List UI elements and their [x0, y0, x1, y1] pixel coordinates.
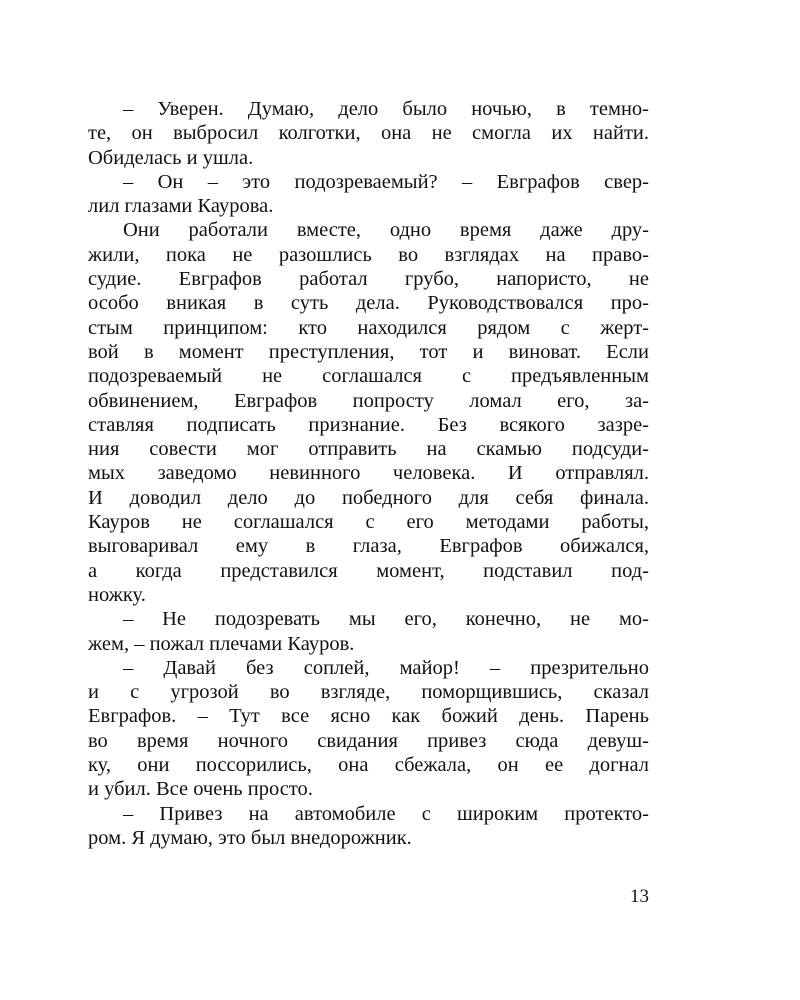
text-line: ножку. [88, 583, 146, 606]
text-line: Евграфов. – Тут все ясно как божий день. Парень [88, 705, 649, 728]
text-line: мых заведомо невинного человека. И отправлял. [88, 462, 649, 485]
page-text [88, 97, 649, 850]
paragraph [88, 218, 649, 607]
text-line: Они работали вместе, одно время даже дру- [123, 219, 649, 242]
text-line: те, он выбросил колготки, она не смогла их найти. [88, 122, 649, 145]
text-line: Обиделась и ушла. [88, 146, 254, 169]
paragraph [88, 656, 649, 802]
text-line: особо вникая в суть дела. Руководствовался про- [88, 292, 649, 315]
text-line: ром. Я думаю, это был внедорожник. [88, 826, 412, 849]
text-line: обвинением, Евграфов попросту ломал его, за- [88, 389, 649, 412]
text-line: – Он – это подозреваемый? – Евграфов свер- [123, 170, 649, 193]
text-line: – Давай без соплей, майор! – презрительно [123, 656, 649, 679]
paragraph [88, 607, 649, 656]
text-line: вой в момент преступления, тот и виноват. Если [88, 340, 649, 363]
text-line: выговаривал ему в глаза, Евграфов обижался, [88, 535, 649, 558]
text-line: И доводил дело до победного для себя финала. [88, 486, 649, 509]
text-line: жили, пока не разошлись во взглядах на право- [88, 243, 649, 266]
text-line: ку, они поссорились, она сбежала, он ее догнал [88, 754, 649, 777]
text-line: Кауров не соглашался с его методами работы, [88, 511, 649, 534]
page-number: 13 [630, 886, 649, 907]
text-line: – Не подозревать мы его, конечно, не мо- [123, 608, 649, 631]
text-line: подозреваемый не соглашался с предъявленным [88, 365, 649, 388]
paragraph [88, 170, 649, 219]
paragraph [88, 802, 649, 851]
paragraph [88, 97, 649, 170]
text-line: ния совести мог отправить на скамью подсуди- [88, 438, 649, 461]
text-line: ставляя подписать признание. Без всякого зазре- [88, 413, 649, 436]
text-line: и с угрозой во взгляде, поморщившись, сказал [88, 681, 649, 704]
text-line: и убил. Все очень просто. [88, 778, 313, 801]
text-line: судие. Евграфов работал грубо, напористо, не [88, 268, 649, 291]
text-line: жем, – пожал плечами Кауров. [88, 632, 355, 655]
text-line: лил глазами Каурова. [88, 195, 274, 218]
text-line: – Уверен. Думаю, дело было ночью, в темно- [123, 98, 649, 120]
text-line: во время ночного свидания привез сюда девуш- [88, 729, 649, 752]
text-line: стым принципом: кто находился рядом с жерт- [88, 316, 649, 339]
text-line: – Привез на автомобиле с широким протекто- [123, 802, 649, 825]
text-line: а когда представился момент, подставил под- [88, 559, 649, 582]
